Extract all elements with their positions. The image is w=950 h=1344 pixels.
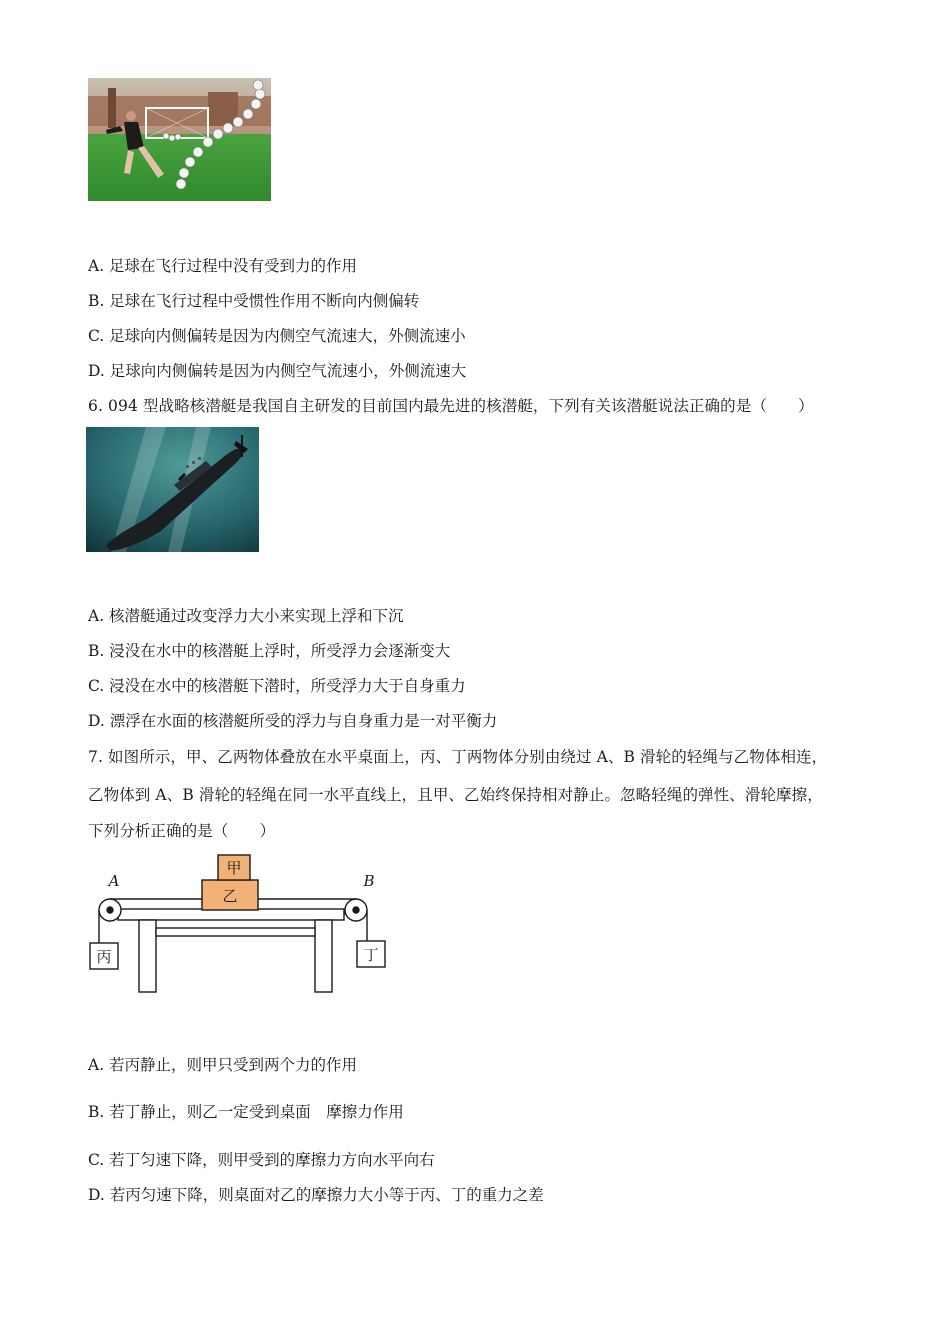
- table-crossbar: [156, 928, 315, 936]
- q6-option-a: A. 核潜艇通过改变浮力大小来实现上浮和下沉: [88, 607, 404, 625]
- label-bing: 丙: [96, 948, 112, 966]
- q7-option-a: A. 若丙静止，则甲只受到两个力的作用: [88, 1056, 358, 1074]
- label-ding: 丁: [363, 946, 379, 964]
- q7-stem-line-2: 乙物体到 A、B 滑轮的轻绳在同一水平直线上，且甲、乙始终保持相对静止。忽略轻绳的弹性、滑轮摩擦，: [88, 786, 823, 804]
- q7-stem-line-1: 7. 如图所示，甲、乙两物体叠放在水平桌面上，丙、丁两物体分别由绕过 A、B 滑轮的轻绳与乙物体相连，: [88, 748, 828, 766]
- table-leg-right: [315, 920, 332, 992]
- football-kick-photo: [88, 78, 271, 201]
- q7-option-c: C. 若丁匀速下降，则甲受到的摩擦力方向水平向右: [88, 1151, 435, 1169]
- q7-option-b: B. 若丁静止，则乙一定受到桌面 摩擦力作用: [88, 1103, 404, 1121]
- q5-option-d: D. 足球向内侧偏转是因为内侧空气流速小，外侧流速大: [88, 362, 467, 380]
- q5-option-b: B. 足球在飞行过程中受惯性作用不断向内侧偏转: [88, 292, 420, 310]
- label-jia: 甲: [226, 859, 242, 877]
- label-pulley-a: A: [108, 872, 120, 890]
- pulley-table-diagram: [88, 852, 388, 994]
- table-leg-left: [139, 920, 156, 992]
- q7-option-d: D. 若丙匀速下降，则桌面对乙的摩擦力大小等于丙、丁的重力之差: [88, 1186, 544, 1204]
- label-yi: 乙: [222, 887, 238, 905]
- q7-stem-line-3: 下列分析正确的是（ ）: [88, 822, 276, 840]
- q6-option-c: C. 浸没在水中的核潜艇下潜时，所受浮力大于自身重力: [88, 677, 466, 695]
- q6-stem: 6. 094 型战略核潜艇是我国自主研发的目前国内最先进的核潜艇，下列有关该潜艇说法正确的是（ ）: [88, 397, 814, 415]
- q5-option-c: C. 足球向内侧偏转是因为内侧空气流速大，外侧流速小: [88, 327, 466, 345]
- q6-option-d: D. 漂浮在水面的核潜艇所受的浮力与自身重力是一对平衡力: [88, 712, 498, 730]
- q5-option-a: A. 足球在飞行过程中没有受到力的作用: [88, 257, 358, 275]
- submarine-photo: [86, 427, 259, 552]
- label-pulley-b: B: [363, 872, 375, 890]
- q6-option-b: B. 浸没在水中的核潜艇上浮时，所受浮力会逐渐变大: [88, 642, 451, 660]
